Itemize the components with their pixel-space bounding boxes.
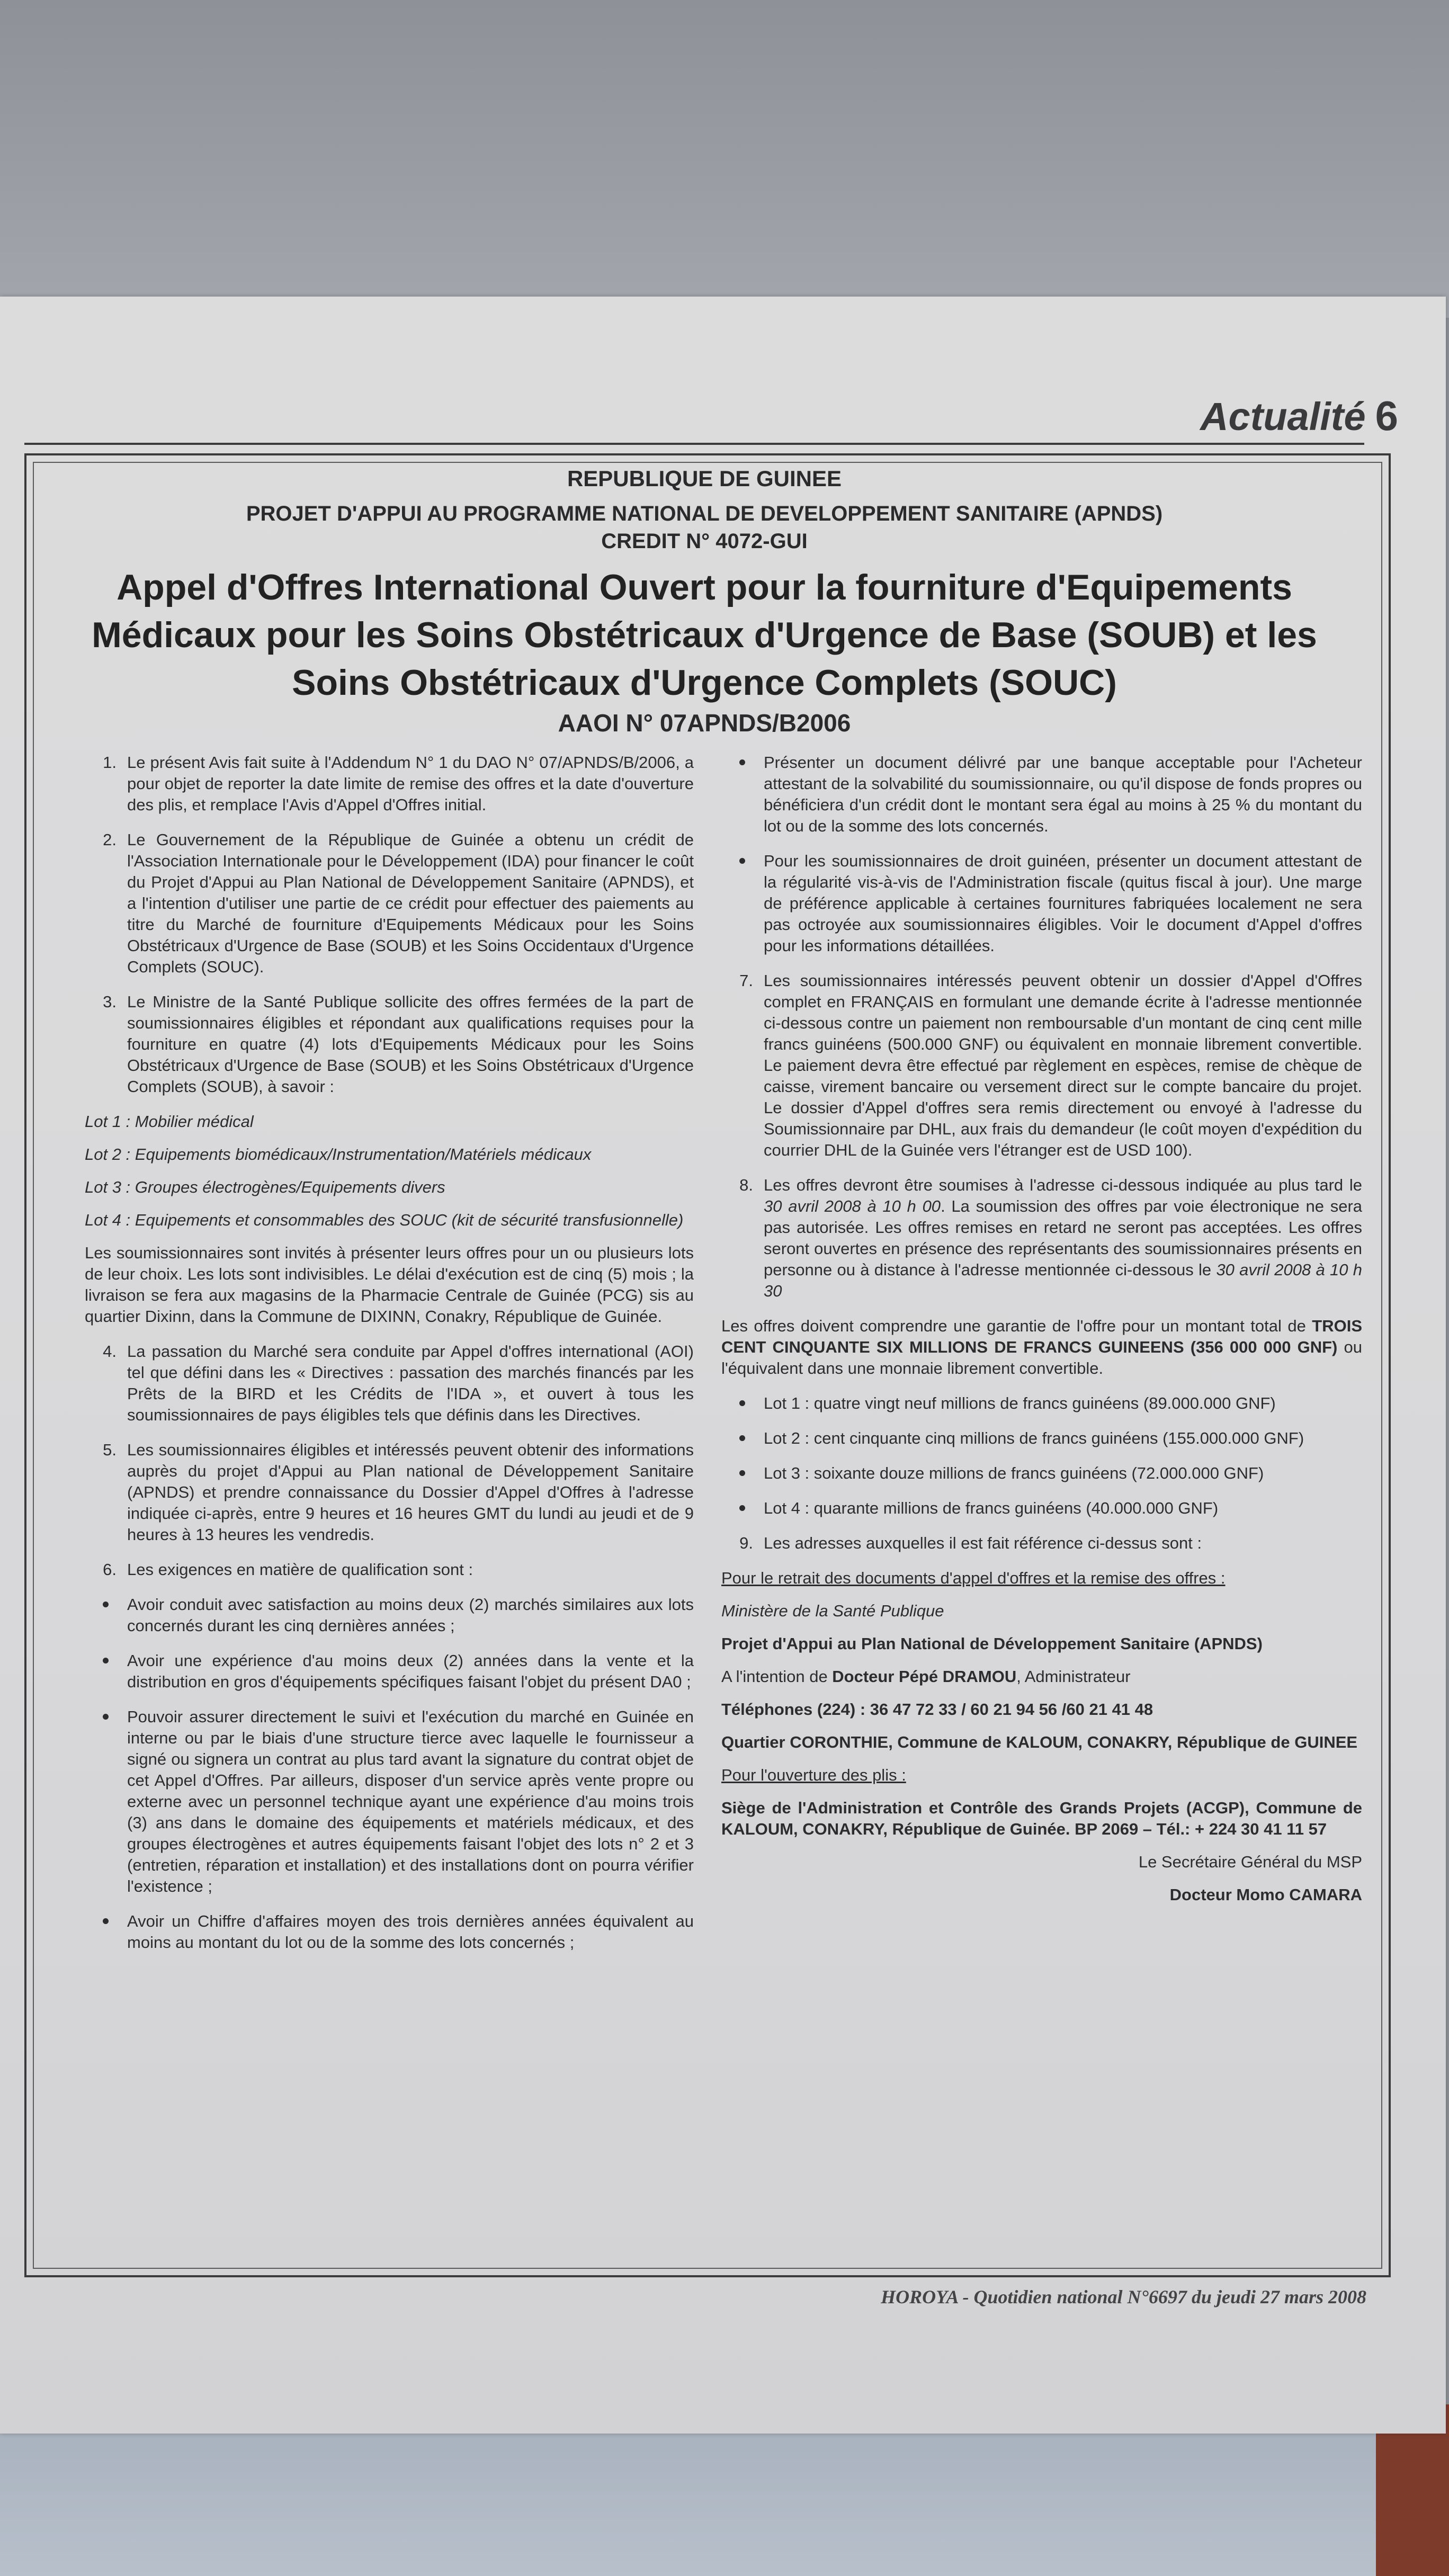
ouverture-heading: Pour l'ouverture des plis :	[721, 1766, 906, 1784]
paragraph-2: 2. Le Gouvernement de la République de Guinée a obtenu un crédit de l'Association Internationale pour le Développement (IDA) pour financer le coût du Projet d'Appui au Plan National de Développement Sanitaire (APNDS), et a l'intention d'utiliser une partie de ce crédit pour effectuer des paiements au titre du Marché de fourniture d'Equipements Médicaux pour les Soins Obstétricaux d'Urgence de Base (SOUB) et les Soins Occidentaux d'Urgence Complets (SOUC).	[103, 830, 694, 976]
ministry-name: Ministère de la Santé Publique	[721, 1602, 944, 1620]
qualification-bullet-1: Avoir conduit avec satisfaction au moins deux (2) marchés similaires aux lots concernés durant les cinq dernières années ;	[85, 1594, 694, 1636]
paragraph-7: 7. Les soumissionnaires intéressés peuvent obtenir un dossier d'Appel d'Offres complet en FRANÇAIS en formulant une demande écrite à l'adresse mentionnée ci-dessous contre un paiement non remboursable d'un montant de cinq cent mille francs guinéens (500.000 GNF) ou équivalent en monnaie librement convertible. Le paiement devra être effectué par règlement en espèces, remise de chèque de caisse, virement bancaire ou versement direct sur le compte bancaire du projet. Le dossier d'Appel d'offres sera remis directement ou envoyé à l'adresse du Soumissionnaire par DHL, aux frais du demandeur (le coût moyen d'expédition du courrier DHL de la Guinée vers l'étranger est de USD 100).	[739, 971, 1362, 1159]
paragraph-5: 5. Les soumissionnaires éligibles et intéressés peuvent obtenir des informations auprès du projet d'Appui au Plan national de Développement Sanitaire (APNDS) et prendre connaissance du Dossier d'Appel d'Offres à l'adresse indiquée ci-après, entre 9 heures et 16 heures GMT du lundi au jeudi et de 9 heures à 13 heures les vendredis.	[103, 1441, 694, 1544]
qualification-bullet-5: Présenter un document délivré par une banque acceptable pour l'Acheteur attestant de la solvabilité du soumissionnaire, ou qu'il dispose de fonds propres ou bénéficiera d'un crédit dont le montant sera égal au moins à 25 % du montant du lot ou de la somme des lots concernés.	[721, 752, 1362, 837]
newspaper-footer: HOROYA - Quotidien national N°6697 du jeudi 27 mars 2008	[881, 2286, 1366, 2307]
qualification-bullet-6: Pour les soumissionnaires de droit guinéen, présenter un document attestant de la régularité vis-à-vis de l'Administration fiscale (quitus fiscal à jour). Une marge de préférence applicable à certaines fournitures fabriquées localement ne sera pas octroyée aux soumissionnaires éligibles. Voir le document d'Appel d'offres pour les informations détaillées.	[721, 851, 1362, 956]
paragraph-9: 9. Les adresses auxquelles il est fait référence ci-dessus sont :	[739, 1534, 1202, 1552]
background-table	[0, 2415, 1449, 2576]
paragraph-6: 6. Les exigences en matière de qualification sont :	[103, 1560, 473, 1579]
left-column	[85, 752, 694, 1967]
opening-date: 30 avril 2008 à 10 h 30	[764, 1260, 1362, 1300]
guarantee-lot-1: Lot 1 : quatre vingt neuf millions de francs guinéens (89.000.000 GNF)	[721, 1393, 1362, 1414]
postal-address: Quartier CORONTHIE, Commune de KALOUM, CONAKRY, République de GUINEE	[721, 1733, 1358, 1751]
guarantee-lot-3: Lot 3 : soixante douze millions de francs guinéens (72.000.000 GNF)	[721, 1463, 1362, 1484]
notice-title	[53, 564, 1356, 706]
header-rule	[24, 443, 1364, 445]
lot-3: Lot 3 : Groupes électrogènes/Equipements divers	[85, 1178, 445, 1196]
submission-deadline: 30 avril 2008 à 10 h 00	[764, 1197, 941, 1215]
right-column	[721, 752, 1362, 1917]
lot-1: Lot 1 : Mobilier médical	[85, 1112, 254, 1131]
page-number: 6	[1375, 392, 1398, 439]
section-title: Actualité	[1200, 395, 1366, 439]
tender-reference: AAOI N° 07APNDS/B2006	[558, 709, 851, 737]
title-line-1: Appel d'Offres International Ouvert pour la fourniture d'Equipements	[117, 567, 1292, 607]
qualification-bullet-2: Avoir une expérience d'au moins deux (2) années dans la vente et la distribution en gros d'équipements spécifiques faisant l'objet du présent DA0 ;	[85, 1650, 694, 1693]
qualification-bullet-4: Avoir un Chiffre d'affaires moyen des trois dernières années équivalent au moins au montant du lot ou de la somme des lots concernés ;	[85, 1911, 694, 1953]
country-heading: REPUBLIQUE DE GUINEE	[567, 466, 842, 491]
paragraph-3: 3. Le Ministre de la Santé Publique sollicite des offres fermées de la part de soumissionnaires éligibles et répondant aux qualifications requises pour la fourniture en quatre (4) lots d'Equipements Médicaux pour les Soins Obstétricaux d'Urgence de Base (SOUB) et les Soins Obstétricaux d'Urgence Complets (SOUB), à savoir :	[103, 992, 694, 1096]
signatory-name: Docteur Momo CAMARA	[1169, 1885, 1362, 1904]
lot-2: Lot 2 : Equipements biomédicaux/Instrumentation/Matériels médicaux	[85, 1145, 592, 1164]
title-line-3: Soins Obstétricaux d'Urgence Complets (SOUC)	[292, 663, 1117, 703]
paragraph-4: 4. La passation du Marché sera conduite par Appel d'offres international (AOI) tel que défini dans les « Directives : passation des marchés financés par les Prêts de la BIRD et les Crédits de l'IDA », et ouvert à tous les soumissionnaires de pays éligibles tels que définis dans les Directives.	[103, 1342, 694, 1424]
lots-note: Les soumissionnaires sont invités à présenter leurs offres pour un ou plusieurs lots de leur choix. Les lots sont indivisibles. Le délai d'exécution est de cinq (5) mois ; la livraison se fera aux magasins de la Pharmacie Centrale de Guinée (PCG) sis au quartier Dixinn, dans la Commune de DIXINN, Conakry, République de Guinée.	[85, 1244, 694, 1326]
attention-line: A l'intention de Docteur Pépé DRAMOU, Administrateur	[721, 1667, 1131, 1686]
guarantee-lot-2: Lot 2 : cent cinquante cinq millions de francs guinéens (155.000.000 GNF)	[721, 1428, 1362, 1449]
title-line-2: Médicaux pour les Soins Obstétricaux d'Urgence de Base (SOUB) et les	[92, 615, 1317, 655]
administrator-name: Docteur Pépé DRAMOU	[832, 1667, 1017, 1686]
lot-4: Lot 4 : Equipements et consommables des SOUC (kit de sécurité transfusionnelle)	[85, 1211, 684, 1229]
guarantee-amount: TROIS CENT CINQUANTE SIX MILLIONS DE FRANCS GUINEENS (356 000 000 GNF)	[721, 1317, 1362, 1356]
retrait-heading: Pour le retrait des documents d'appel d'offres et la remise des offres :	[721, 1569, 1226, 1587]
credit-number: CREDIT N° 4072-GUI	[601, 530, 808, 553]
acgp-address: Siège de l'Administration et Contrôle des Grands Projets (ACGP), Commune de KALOUM, CONAKRY, République de Guinée. BP 2069 – Tél.: + 224 30 41 11 57	[721, 1799, 1362, 1838]
section-header	[1165, 392, 1398, 450]
qualification-bullet-3: Pouvoir assurer directement le suivi et l'exécution du marché en Guinée en interne ou par le biais d'une structure tierce avec laquelle le fournisseur a signé ou signera un contrat au plus tard avant la signature du contrat objet de cet Appel d'Offres. Par ailleurs, disposer d'un service après vente propre ou externe avec un personnel technique ayant une expérience d'au moins trois (3) ans dans le domaine des équipements et matériels médicaux, et des groupes électrogènes et autres équipements faisant l'objet des lots n° 2 et 3 (entretien, réparation et installation) et des installations dont on pourra vérifier l'existence ;	[85, 1706, 694, 1897]
apnds-name: Projet d'Appui au Plan National de Développement Sanitaire (APNDS)	[721, 1634, 1263, 1653]
signatory-title: Le Secrétaire Général du MSP	[1138, 1853, 1362, 1871]
guarantee-paragraph: Les offres doivent comprendre une garantie de l'offre pour un montant total de TROIS CENT CINQUANTE SIX MILLIONS DE FRANCS GUINEENS (356 000 000 GNF) ou l'équivalent dans une monnaie librement convertible.	[721, 1317, 1362, 1378]
paragraph-1: 1. Le présent Avis fait suite à l'Addendum N° 1 du DAO N° 07/APNDS/B/2006, a pour objet de reporter la date limite de remise des offres et la date d'ouverture des plis, et remplace l'Avis d'Appel d'Offres initial.	[103, 753, 694, 814]
guarantee-lot-4: Lot 4 : quarante millions de francs guinéens (40.000.000 GNF)	[721, 1498, 1362, 1519]
paragraph-8: 8. Les offres devront être soumises à l'adresse ci-dessous indiquée au plus tard le 30 avril 2008 à 10 h 00. La soumission des offres par voie électronique ne sera pas autorisée. Les offres remises en retard ne seront pas acceptées. Les offres seront ouvertes en présence des représentants des soumissionnaires présents en personne ou à distance à l'adresse mentionnée ci-dessous le 30 avril 2008 à 10 h 30	[739, 1176, 1363, 1300]
phone-numbers: Téléphones (224) : 36 47 72 33 / 60 21 94 56 /60 21 41 48	[721, 1700, 1153, 1719]
background-wall	[0, 0, 1449, 318]
project-heading: PROJET D'APPUI AU PROGRAMME NATIONAL DE DEVELOPPEMENT SANITAIRE (APNDS)	[246, 502, 1163, 525]
